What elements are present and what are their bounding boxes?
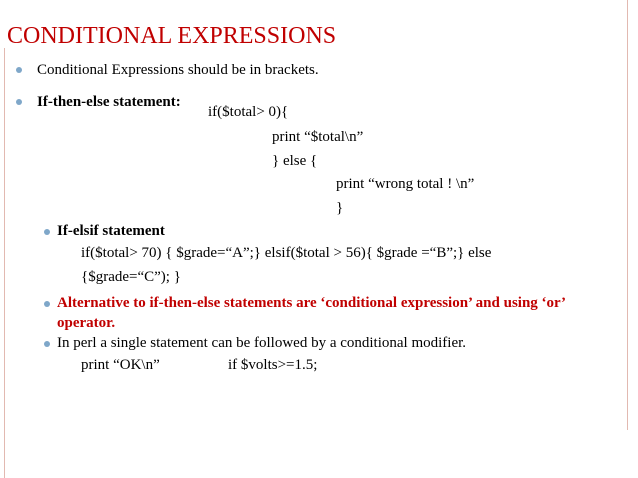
bullet-icon — [44, 229, 50, 235]
bullet-icon — [16, 99, 22, 105]
code-else-line: } else { — [272, 153, 318, 169]
slide-title: CONDITIONAL EXPRESSIONS — [7, 23, 337, 49]
bullet-if-elsif: If-elsif statement — [57, 223, 165, 239]
bullet-alternative-line-2: operator. — [57, 315, 116, 331]
code-if-volts: if $volts>=1.5; — [228, 357, 318, 373]
bullet-icon — [16, 67, 22, 73]
code-elsif-line-1: if($total> 70) { $grade=“A”;} elsif($total > 56){ $grade =“B”;} else — [81, 245, 492, 261]
code-if-line: if($total> 0){ — [208, 104, 289, 120]
bullet-icon — [44, 341, 50, 347]
bullet-conditional-modifier: In perl a single statement can be followed by a conditional modifier. — [57, 335, 467, 351]
bullet-if-then-else: If-then-else statement: — [37, 94, 181, 110]
left-border-rule — [4, 48, 5, 478]
bullet-conditional-brackets: Conditional Expressions should be in brackets. — [37, 62, 319, 78]
code-print-total-line: print “$total\n” — [272, 129, 364, 145]
bullet-icon — [44, 301, 50, 307]
code-print-wrong-line: print “wrong total ! \n” — [336, 176, 475, 192]
code-elsif-line-2: {$grade=“C”); } — [81, 269, 181, 285]
right-border-rule — [627, 0, 628, 430]
bullet-alternative-line-1: Alternative to if-then-else statements are ‘conditional expression’ and using ‘or’ — [57, 295, 566, 311]
code-print-ok: print “OK\n” — [81, 357, 160, 373]
code-close-brace-line: } — [336, 200, 344, 216]
